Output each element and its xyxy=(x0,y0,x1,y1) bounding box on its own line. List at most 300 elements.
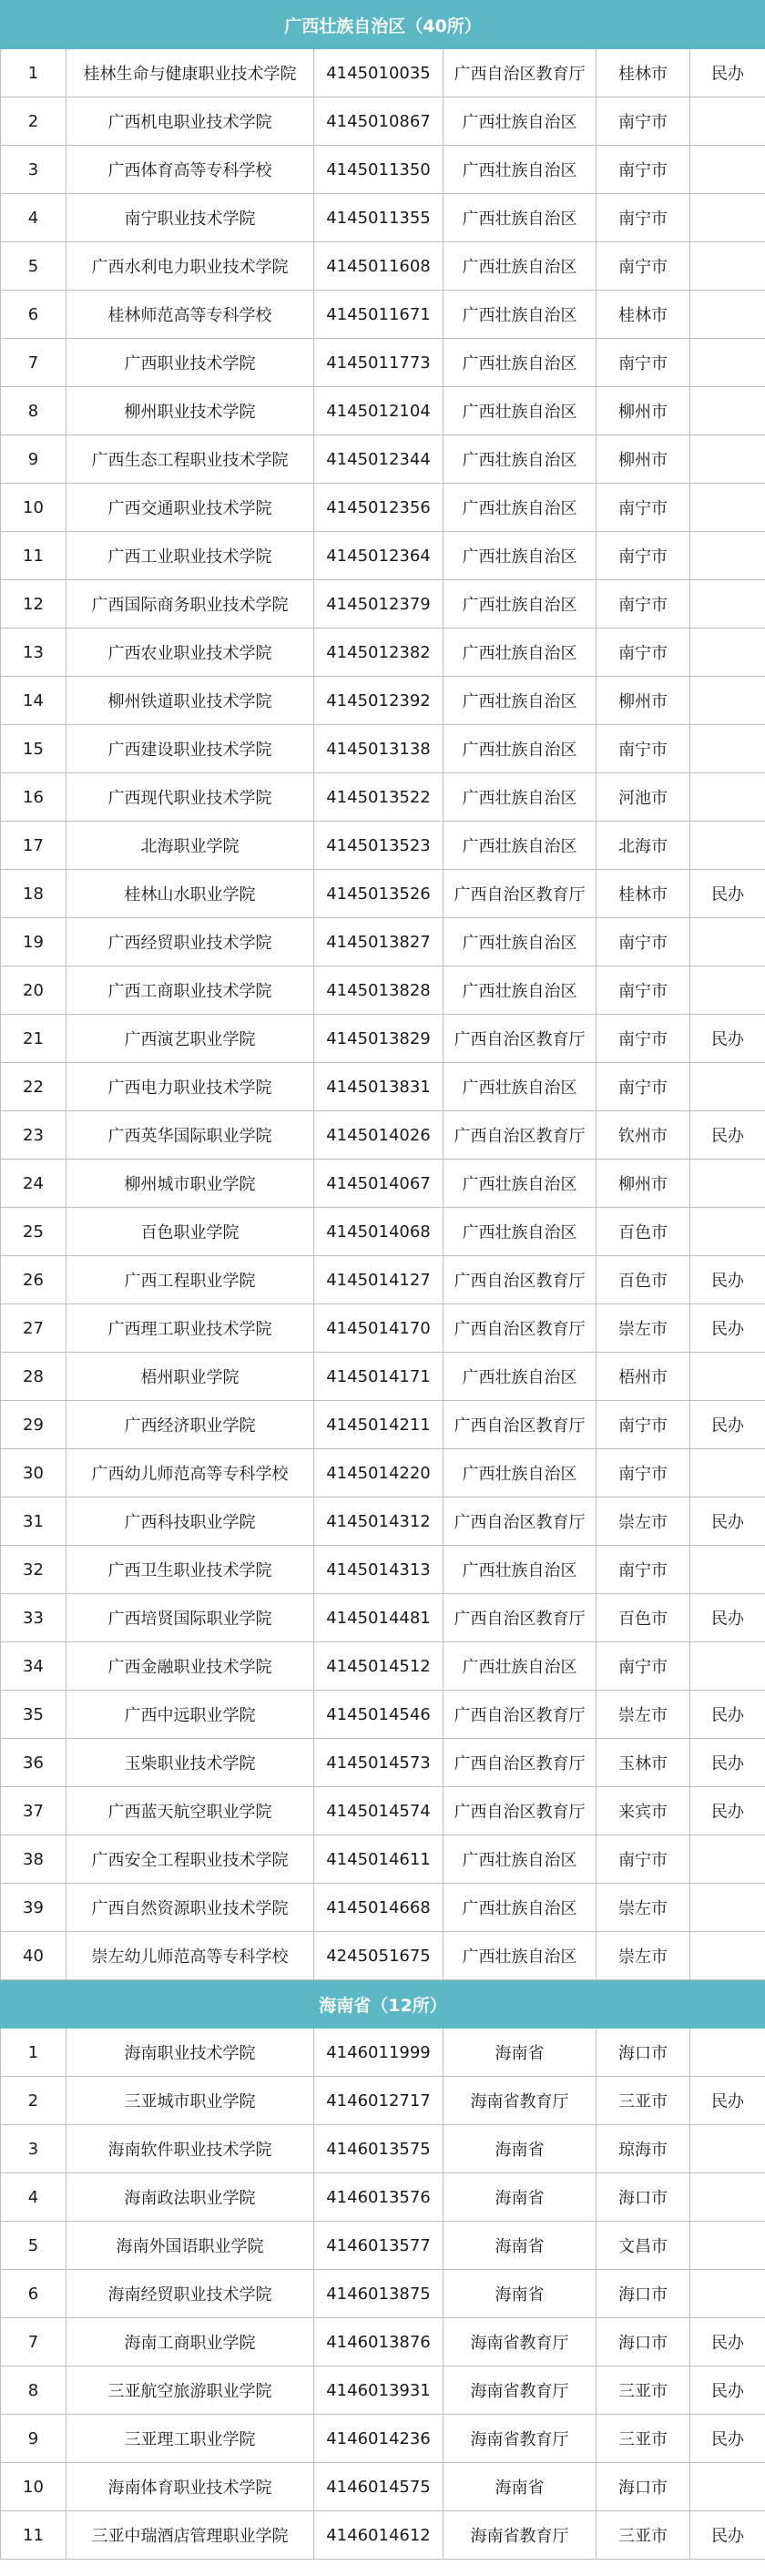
school-name: 玉柴职业技术学院 xyxy=(66,1739,314,1787)
school-name: 百色职业学院 xyxy=(66,1208,314,1256)
city: 海口市 xyxy=(597,2270,690,2318)
ownership-type: 民办 xyxy=(690,2415,765,2463)
authority: 广西自治区教育厅 xyxy=(444,1739,597,1787)
row-number: 3 xyxy=(1,146,66,194)
city: 崇左市 xyxy=(597,1304,690,1353)
table-row xyxy=(1,1739,765,1787)
ownership-type xyxy=(690,2125,765,2173)
school-code: 4145014211 xyxy=(314,1401,444,1449)
city: 海口市 xyxy=(597,2463,690,2511)
city: 三亚市 xyxy=(597,2366,690,2415)
row-number: 28 xyxy=(1,1353,66,1401)
authority: 广西自治区教育厅 xyxy=(444,870,597,918)
row-number: 1 xyxy=(1,49,66,97)
ownership-type xyxy=(690,146,765,194)
school-code: 4145012382 xyxy=(314,629,444,677)
row-number: 25 xyxy=(1,1208,66,1256)
row-number: 8 xyxy=(1,387,66,435)
city: 柳州市 xyxy=(597,677,690,725)
row-number: 8 xyxy=(1,2366,66,2415)
ownership-type xyxy=(690,629,765,677)
authority: 广西自治区教育厅 xyxy=(444,1498,597,1546)
row-number: 20 xyxy=(1,966,66,1015)
school-code: 4145012392 xyxy=(314,677,444,725)
city: 南宁市 xyxy=(597,580,690,629)
authority: 广西壮族自治区 xyxy=(444,1353,597,1401)
row-number: 11 xyxy=(1,2511,66,2560)
authority: 广西壮族自治区 xyxy=(444,435,597,484)
row-number: 10 xyxy=(1,2463,66,2511)
row-number: 12 xyxy=(1,580,66,629)
authority: 海南省 xyxy=(444,2173,597,2222)
school-code: 4145014026 xyxy=(314,1111,444,1160)
city: 梧州市 xyxy=(597,1353,690,1401)
school-code: 4145012104 xyxy=(314,387,444,435)
table-row xyxy=(1,2463,765,2511)
row-number: 37 xyxy=(1,1787,66,1835)
school-code: 4146013876 xyxy=(314,2318,444,2366)
authority: 广西壮族自治区 xyxy=(444,387,597,435)
ownership-type xyxy=(690,2270,765,2318)
ownership-type: 民办 xyxy=(690,1691,765,1739)
school-code: 4145014171 xyxy=(314,1353,444,1401)
school-code: 4145013523 xyxy=(314,822,444,870)
school-name: 广西幼儿师范高等专科学校 xyxy=(66,1449,314,1498)
row-number: 16 xyxy=(1,773,66,822)
ownership-type xyxy=(690,1160,765,1208)
city: 南宁市 xyxy=(597,966,690,1015)
authority: 广西壮族自治区 xyxy=(444,822,597,870)
authority: 广西壮族自治区 xyxy=(444,339,597,387)
city: 三亚市 xyxy=(597,2511,690,2560)
row-number: 15 xyxy=(1,725,66,773)
table-row xyxy=(1,918,765,966)
school-name: 广西现代职业技术学院 xyxy=(66,773,314,822)
school-code: 4145010867 xyxy=(314,97,444,146)
section-title: 广西壮族自治区（40所） xyxy=(1,1,765,49)
school-name: 柳州铁道职业技术学院 xyxy=(66,677,314,725)
authority: 广西壮族自治区 xyxy=(444,97,597,146)
school-name: 三亚中瑞酒店管理职业学院 xyxy=(66,2511,314,2560)
authority: 广西壮族自治区 xyxy=(444,484,597,532)
row-number: 7 xyxy=(1,2318,66,2366)
row-number: 35 xyxy=(1,1691,66,1739)
table-row xyxy=(1,773,765,822)
table-row xyxy=(1,1304,765,1353)
table-row xyxy=(1,435,765,484)
table-body xyxy=(1,1,765,2560)
school-code: 4145013831 xyxy=(314,1063,444,1111)
school-name: 桂林生命与健康职业技术学院 xyxy=(66,49,314,97)
ownership-type xyxy=(690,918,765,966)
school-name: 广西安全工程职业技术学院 xyxy=(66,1835,314,1884)
school-code: 4145011671 xyxy=(314,291,444,339)
ownership-type xyxy=(690,194,765,242)
table-row xyxy=(1,1546,765,1594)
authority: 广西自治区教育厅 xyxy=(444,1787,597,1835)
ownership-type xyxy=(690,1884,765,1932)
ownership-type: 民办 xyxy=(690,870,765,918)
city: 河池市 xyxy=(597,773,690,822)
table-row xyxy=(1,532,765,580)
city: 南宁市 xyxy=(597,1401,690,1449)
table-row xyxy=(1,966,765,1015)
city: 南宁市 xyxy=(597,1015,690,1063)
city: 南宁市 xyxy=(597,918,690,966)
school-code: 4145014220 xyxy=(314,1449,444,1498)
table-row xyxy=(1,1449,765,1498)
ownership-type: 民办 xyxy=(690,1111,765,1160)
school-name: 广西水利电力职业技术学院 xyxy=(66,242,314,291)
city: 南宁市 xyxy=(597,97,690,146)
school-name: 广西机电职业技术学院 xyxy=(66,97,314,146)
row-number: 5 xyxy=(1,242,66,291)
ownership-type xyxy=(690,484,765,532)
table-row xyxy=(1,1015,765,1063)
ownership-type: 民办 xyxy=(690,1787,765,1835)
school-code: 4146013575 xyxy=(314,2125,444,2173)
authority: 海南省 xyxy=(444,2222,597,2270)
school-name: 广西英华国际职业学院 xyxy=(66,1111,314,1160)
table-row xyxy=(1,1401,765,1449)
authority: 广西壮族自治区 xyxy=(444,242,597,291)
authority: 广西壮族自治区 xyxy=(444,773,597,822)
school-name: 广西卫生职业技术学院 xyxy=(66,1546,314,1594)
section-title: 海南省（12所） xyxy=(1,1980,765,2029)
row-number: 23 xyxy=(1,1111,66,1160)
ownership-type xyxy=(690,435,765,484)
row-number: 30 xyxy=(1,1449,66,1498)
ownership-type: 民办 xyxy=(690,1015,765,1063)
school-code: 4145014512 xyxy=(314,1642,444,1691)
table-row xyxy=(1,2270,765,2318)
ownership-type xyxy=(690,387,765,435)
ownership-type xyxy=(690,1208,765,1256)
table-row xyxy=(1,2318,765,2366)
row-number: 31 xyxy=(1,1498,66,1546)
ownership-type xyxy=(690,1353,765,1401)
school-name: 广西培贤国际职业学院 xyxy=(66,1594,314,1642)
table-row xyxy=(1,1208,765,1256)
school-code: 4145013828 xyxy=(314,966,444,1015)
ownership-type xyxy=(690,339,765,387)
section-header xyxy=(1,1,765,49)
table-row xyxy=(1,1160,765,1208)
authority: 广西壮族自治区 xyxy=(444,629,597,677)
ownership-type xyxy=(690,2222,765,2270)
school-code: 4145013522 xyxy=(314,773,444,822)
school-name: 广西生态工程职业技术学院 xyxy=(66,435,314,484)
authority: 广西自治区教育厅 xyxy=(444,1691,597,1739)
city: 南宁市 xyxy=(597,1835,690,1884)
school-code: 4145013138 xyxy=(314,725,444,773)
authority: 广西壮族自治区 xyxy=(444,194,597,242)
ownership-type xyxy=(690,1642,765,1691)
table-row xyxy=(1,2366,765,2415)
school-code: 4245051675 xyxy=(314,1932,444,1980)
school-name: 广西体育高等专科学校 xyxy=(66,146,314,194)
ownership-type xyxy=(690,966,765,1015)
authority: 广西壮族自治区 xyxy=(444,291,597,339)
row-number: 39 xyxy=(1,1884,66,1932)
city: 百色市 xyxy=(597,1256,690,1304)
table-row xyxy=(1,629,765,677)
authority: 广西壮族自治区 xyxy=(444,1160,597,1208)
table-row xyxy=(1,677,765,725)
row-number: 7 xyxy=(1,339,66,387)
row-number: 6 xyxy=(1,2270,66,2318)
row-number: 10 xyxy=(1,484,66,532)
authority: 海南省 xyxy=(444,2270,597,2318)
row-number: 14 xyxy=(1,677,66,725)
ownership-type: 民办 xyxy=(690,1498,765,1546)
city: 海口市 xyxy=(597,2029,690,2077)
city: 南宁市 xyxy=(597,1546,690,1594)
authority: 广西壮族自治区 xyxy=(444,725,597,773)
row-number: 6 xyxy=(1,291,66,339)
ownership-type xyxy=(690,2463,765,2511)
school-code: 4145014668 xyxy=(314,1884,444,1932)
ownership-type xyxy=(690,1546,765,1594)
table-row xyxy=(1,2222,765,2270)
school-name: 广西电力职业技术学院 xyxy=(66,1063,314,1111)
row-number: 4 xyxy=(1,194,66,242)
school-code: 4145014481 xyxy=(314,1594,444,1642)
row-number: 9 xyxy=(1,435,66,484)
ownership-type: 民办 xyxy=(690,1256,765,1304)
school-name: 柳州职业技术学院 xyxy=(66,387,314,435)
ownership-type: 民办 xyxy=(690,1401,765,1449)
city: 桂林市 xyxy=(597,49,690,97)
school-code: 4145014611 xyxy=(314,1835,444,1884)
city: 崇左市 xyxy=(597,1498,690,1546)
city: 钦州市 xyxy=(597,1111,690,1160)
school-code: 4145013829 xyxy=(314,1015,444,1063)
school-name: 海南软件职业技术学院 xyxy=(66,2125,314,2173)
authority: 广西壮族自治区 xyxy=(444,580,597,629)
city: 南宁市 xyxy=(597,1642,690,1691)
school-code: 4145014312 xyxy=(314,1498,444,1546)
row-number: 27 xyxy=(1,1304,66,1353)
school-name: 海南政法职业学院 xyxy=(66,2173,314,2222)
row-number: 5 xyxy=(1,2222,66,2270)
ownership-type xyxy=(690,773,765,822)
city: 琼海市 xyxy=(597,2125,690,2173)
row-number: 32 xyxy=(1,1546,66,1594)
ownership-type xyxy=(690,2173,765,2222)
city: 柳州市 xyxy=(597,1160,690,1208)
ownership-type: 民办 xyxy=(690,2511,765,2560)
city: 南宁市 xyxy=(597,194,690,242)
city: 南宁市 xyxy=(597,146,690,194)
table-row xyxy=(1,49,765,97)
city: 崇左市 xyxy=(597,1884,690,1932)
school-code: 4145012379 xyxy=(314,580,444,629)
school-code: 4146012717 xyxy=(314,2077,444,2125)
table-row xyxy=(1,484,765,532)
school-name: 广西工商职业技术学院 xyxy=(66,966,314,1015)
city: 崇左市 xyxy=(597,1691,690,1739)
table-row xyxy=(1,725,765,773)
school-code: 4146014575 xyxy=(314,2463,444,2511)
school-name: 海南体育职业技术学院 xyxy=(66,2463,314,2511)
authority: 广西自治区教育厅 xyxy=(444,1401,597,1449)
school-name: 三亚理工职业学院 xyxy=(66,2415,314,2463)
school-name: 海南经贸职业技术学院 xyxy=(66,2270,314,2318)
row-number: 29 xyxy=(1,1401,66,1449)
school-name: 广西建设职业技术学院 xyxy=(66,725,314,773)
table-row xyxy=(1,291,765,339)
table-row xyxy=(1,1353,765,1401)
city: 桂林市 xyxy=(597,291,690,339)
row-number: 24 xyxy=(1,1160,66,1208)
table-row xyxy=(1,2415,765,2463)
table-row xyxy=(1,1932,765,1980)
authority: 海南省教育厅 xyxy=(444,2511,597,2560)
school-name: 广西工程职业学院 xyxy=(66,1256,314,1304)
table-row xyxy=(1,1884,765,1932)
authority: 广西壮族自治区 xyxy=(444,532,597,580)
ownership-type: 民办 xyxy=(690,1594,765,1642)
authority: 广西自治区教育厅 xyxy=(444,1111,597,1160)
ownership-type xyxy=(690,2029,765,2077)
ownership-type: 民办 xyxy=(690,1739,765,1787)
ownership-type xyxy=(690,97,765,146)
section-header xyxy=(1,1980,765,2029)
authority: 广西自治区教育厅 xyxy=(444,1015,597,1063)
row-number: 36 xyxy=(1,1739,66,1787)
school-name: 广西理工职业技术学院 xyxy=(66,1304,314,1353)
authority: 广西自治区教育厅 xyxy=(444,1304,597,1353)
city: 南宁市 xyxy=(597,1063,690,1111)
city: 南宁市 xyxy=(597,629,690,677)
school-code: 4145014068 xyxy=(314,1208,444,1256)
row-number: 9 xyxy=(1,2415,66,2463)
school-name: 广西工业职业技术学院 xyxy=(66,532,314,580)
table-row xyxy=(1,1063,765,1111)
authority: 广西壮族自治区 xyxy=(444,677,597,725)
city: 来宾市 xyxy=(597,1787,690,1835)
table-row xyxy=(1,1642,765,1691)
authority: 海南省 xyxy=(444,2125,597,2173)
authority: 广西壮族自治区 xyxy=(444,1208,597,1256)
table-row xyxy=(1,2029,765,2077)
table-row xyxy=(1,339,765,387)
table-row xyxy=(1,242,765,291)
school-code: 4145014574 xyxy=(314,1787,444,1835)
row-number: 4 xyxy=(1,2173,66,2222)
table-row xyxy=(1,1691,765,1739)
city: 百色市 xyxy=(597,1594,690,1642)
row-number: 2 xyxy=(1,97,66,146)
table-row xyxy=(1,2077,765,2125)
school-name: 北海职业学院 xyxy=(66,822,314,870)
authority: 海南省 xyxy=(444,2029,597,2077)
school-code: 4145013526 xyxy=(314,870,444,918)
ownership-type xyxy=(690,725,765,773)
row-number: 38 xyxy=(1,1835,66,1884)
table-row xyxy=(1,2511,765,2560)
table-row xyxy=(1,1787,765,1835)
school-code: 4146011999 xyxy=(314,2029,444,2077)
ownership-type xyxy=(690,1932,765,1980)
authority: 广西壮族自治区 xyxy=(444,1642,597,1691)
row-number: 13 xyxy=(1,629,66,677)
row-number: 40 xyxy=(1,1932,66,1980)
school-code: 4145012344 xyxy=(314,435,444,484)
school-code: 4146013576 xyxy=(314,2173,444,2222)
authority: 海南省 xyxy=(444,2463,597,2511)
school-name: 广西金融职业技术学院 xyxy=(66,1642,314,1691)
city: 桂林市 xyxy=(597,870,690,918)
table-row xyxy=(1,1111,765,1160)
authority: 海南省教育厅 xyxy=(444,2415,597,2463)
school-name: 广西科技职业学院 xyxy=(66,1498,314,1546)
city: 三亚市 xyxy=(597,2415,690,2463)
school-name: 广西经贸职业技术学院 xyxy=(66,918,314,966)
city: 南宁市 xyxy=(597,725,690,773)
school-name: 广西蓝天航空职业学院 xyxy=(66,1787,314,1835)
school-code: 4145014067 xyxy=(314,1160,444,1208)
ownership-type: 民办 xyxy=(690,2366,765,2415)
ownership-type xyxy=(690,677,765,725)
school-name: 广西演艺职业学院 xyxy=(66,1015,314,1063)
school-name: 三亚城市职业学院 xyxy=(66,2077,314,2125)
school-code: 4145011350 xyxy=(314,146,444,194)
authority: 广西壮族自治区 xyxy=(444,1884,597,1932)
city: 三亚市 xyxy=(597,2077,690,2125)
row-number: 3 xyxy=(1,2125,66,2173)
row-number: 17 xyxy=(1,822,66,870)
ownership-type xyxy=(690,1835,765,1884)
city: 柳州市 xyxy=(597,387,690,435)
ownership-type xyxy=(690,1449,765,1498)
row-number: 22 xyxy=(1,1063,66,1111)
authority: 广西壮族自治区 xyxy=(444,1449,597,1498)
authority: 广西壮族自治区 xyxy=(444,1932,597,1980)
city: 海口市 xyxy=(597,2173,690,2222)
city: 北海市 xyxy=(597,822,690,870)
school-code: 4145013827 xyxy=(314,918,444,966)
row-number: 34 xyxy=(1,1642,66,1691)
authority: 广西壮族自治区 xyxy=(444,918,597,966)
school-name: 南宁职业技术学院 xyxy=(66,194,314,242)
ownership-type xyxy=(690,291,765,339)
school-name: 广西交通职业技术学院 xyxy=(66,484,314,532)
row-number: 19 xyxy=(1,918,66,966)
city: 文昌市 xyxy=(597,2222,690,2270)
school-name: 广西国际商务职业技术学院 xyxy=(66,580,314,629)
school-code: 4145012364 xyxy=(314,532,444,580)
school-code: 4145010035 xyxy=(314,49,444,97)
school-name: 三亚航空旅游职业学院 xyxy=(66,2366,314,2415)
row-number: 26 xyxy=(1,1256,66,1304)
authority: 海南省教育厅 xyxy=(444,2318,597,2366)
table-row xyxy=(1,870,765,918)
school-name: 海南职业技术学院 xyxy=(66,2029,314,2077)
school-name: 广西自然资源职业技术学院 xyxy=(66,1884,314,1932)
school-name: 广西农业职业技术学院 xyxy=(66,629,314,677)
ownership-type xyxy=(690,822,765,870)
table-row xyxy=(1,97,765,146)
table-row xyxy=(1,146,765,194)
school-code: 4146013577 xyxy=(314,2222,444,2270)
school-code: 4145011773 xyxy=(314,339,444,387)
school-code: 4145011355 xyxy=(314,194,444,242)
school-code: 4146014612 xyxy=(314,2511,444,2560)
city: 南宁市 xyxy=(597,242,690,291)
school-name: 柳州城市职业学院 xyxy=(66,1160,314,1208)
